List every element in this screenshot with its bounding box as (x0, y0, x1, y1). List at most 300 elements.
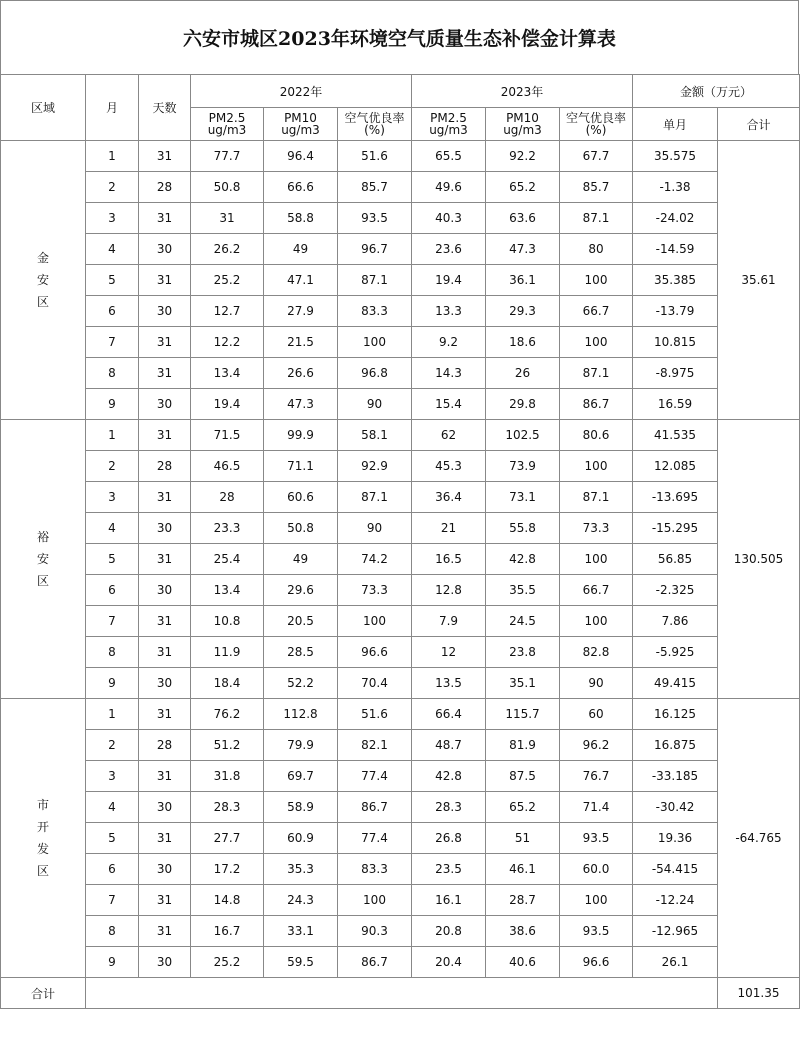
region-name-char: 金 (36, 251, 49, 265)
pm25-2022-cell: 28.3 (191, 792, 264, 823)
month-cell: 4 (86, 513, 139, 544)
pm10-2023-cell: 87.5 (486, 761, 560, 792)
pm10-2022-cell: 71.1 (264, 451, 338, 482)
pm10-2022-cell: 27.9 (264, 296, 338, 327)
pm25-2022-cell: 25.2 (191, 947, 264, 978)
pm25-2023-cell: 40.3 (412, 203, 486, 234)
table-row (1, 606, 800, 637)
pm10-2022-cell: 96.4 (264, 141, 338, 172)
monthly-amount-cell: 16.875 (633, 730, 718, 761)
monthly-amount-cell: -24.02 (633, 203, 718, 234)
pm10-2023-cell: 23.8 (486, 637, 560, 668)
aq-2022-cell: 70.4 (338, 668, 412, 699)
pm25-2022-cell: 27.7 (191, 823, 264, 854)
region-total: 130.505 (718, 420, 800, 699)
pm25-2022-cell: 71.5 (191, 420, 264, 451)
pm10-2022-cell: 58.8 (264, 203, 338, 234)
month-cell: 5 (86, 823, 139, 854)
days-cell: 30 (139, 234, 191, 265)
pm25-2023-cell: 16.5 (412, 544, 486, 575)
pm25-2023-cell: 49.6 (412, 172, 486, 203)
monthly-amount-cell: -13.79 (633, 296, 718, 327)
col-header-monthly: 单月 (633, 108, 718, 141)
pm25-2022-cell: 12.2 (191, 327, 264, 358)
pm10-2022-cell: 79.9 (264, 730, 338, 761)
pm10-2022-cell: 33.1 (264, 916, 338, 947)
table-row (1, 730, 800, 761)
pm25-2023-cell: 23.6 (412, 234, 486, 265)
pm10-2022-cell: 52.2 (264, 668, 338, 699)
days-cell: 31 (139, 544, 191, 575)
pm10-2022-cell: 66.6 (264, 172, 338, 203)
pm25-2023-cell: 42.8 (412, 761, 486, 792)
monthly-amount-cell: 16.59 (633, 389, 718, 420)
table-row (1, 265, 800, 296)
days-cell: 30 (139, 296, 191, 327)
aq-2022-cell: 87.1 (338, 265, 412, 296)
pm10-2023-cell: 115.7 (486, 699, 560, 730)
aq-2023-cell: 93.5 (560, 823, 633, 854)
table-row (1, 389, 800, 420)
table-row (1, 234, 800, 265)
table-row (1, 513, 800, 544)
month-cell: 2 (86, 730, 139, 761)
aq-2023-cell: 76.7 (560, 761, 633, 792)
pm25-2023-cell: 28.3 (412, 792, 486, 823)
table-row (1, 296, 800, 327)
month-cell: 5 (86, 544, 139, 575)
pm25-2023-cell: 48.7 (412, 730, 486, 761)
month-cell: 9 (86, 389, 139, 420)
aq-2022-cell: 100 (338, 606, 412, 637)
pm10-2023-cell: 42.8 (486, 544, 560, 575)
region-name-char: 裕 (36, 530, 49, 544)
days-cell: 31 (139, 420, 191, 451)
aq-2022-cell: 83.3 (338, 854, 412, 885)
pm25-2022-cell: 46.5 (191, 451, 264, 482)
pm25-2023-cell: 19.4 (412, 265, 486, 296)
month-cell: 4 (86, 792, 139, 823)
pm10-2022-cell: 49 (264, 234, 338, 265)
aq-2023-cell: 66.7 (560, 575, 633, 606)
days-cell: 31 (139, 141, 191, 172)
monthly-amount-cell: 7.86 (633, 606, 718, 637)
table-row (1, 544, 800, 575)
aq-2023-cell: 82.8 (560, 637, 633, 668)
monthly-amount-cell: 49.415 (633, 668, 718, 699)
pm10-2023-cell: 73.9 (486, 451, 560, 482)
region-name (1, 699, 86, 978)
region-name-char: 开 (36, 820, 49, 834)
aq-2023-cell: 71.4 (560, 792, 633, 823)
pm25-2022-cell: 17.2 (191, 854, 264, 885)
pm25-2022-cell: 77.7 (191, 141, 264, 172)
region-name-char: 区 (36, 864, 49, 878)
days-cell: 30 (139, 575, 191, 606)
monthly-amount-cell: 35.385 (633, 265, 718, 296)
pm10-2023-cell: 47.3 (486, 234, 560, 265)
col-header-days: 天数 (139, 75, 191, 141)
region-name-char: 发 (36, 842, 49, 856)
pm10-2022-cell: 49 (264, 544, 338, 575)
pm25-2022-cell: 50.8 (191, 172, 264, 203)
pm10-2022-cell: 21.5 (264, 327, 338, 358)
pm10-2023-cell: 40.6 (486, 947, 560, 978)
pm25-2023-cell: 45.3 (412, 451, 486, 482)
monthly-amount-cell: -2.325 (633, 575, 718, 606)
pm25-2022-cell: 26.2 (191, 234, 264, 265)
pm10-2022-cell: 47.1 (264, 265, 338, 296)
pm25-2022-cell: 10.8 (191, 606, 264, 637)
aq-2023-cell: 67.7 (560, 141, 633, 172)
grand-total-label: 合计 (1, 978, 86, 1009)
month-cell: 7 (86, 327, 139, 358)
pm10-2022-cell: 26.6 (264, 358, 338, 389)
pm10-2023-cell: 55.8 (486, 513, 560, 544)
aq-2023-cell: 100 (560, 606, 633, 637)
pm25-2023-cell: 26.8 (412, 823, 486, 854)
aq-2022-cell: 92.9 (338, 451, 412, 482)
monthly-amount-cell: 19.36 (633, 823, 718, 854)
days-cell: 31 (139, 327, 191, 358)
grand-total-blank (86, 978, 718, 1009)
month-cell: 6 (86, 575, 139, 606)
pm10-2022-cell: 35.3 (264, 854, 338, 885)
region-name-char: 安 (36, 273, 49, 287)
days-cell: 30 (139, 389, 191, 420)
days-cell: 31 (139, 637, 191, 668)
pm25-2023-cell: 9.2 (412, 327, 486, 358)
aq-2023-cell: 80 (560, 234, 633, 265)
aq-2023-cell: 60.0 (560, 854, 633, 885)
month-cell: 3 (86, 482, 139, 513)
col-header-region: 区域 (1, 75, 86, 141)
pm10-2023-cell: 29.3 (486, 296, 560, 327)
aq-2022-cell: 100 (338, 327, 412, 358)
days-cell: 28 (139, 730, 191, 761)
pm10-2023-cell: 63.6 (486, 203, 560, 234)
table-row (1, 482, 800, 513)
aq-2023-cell: 80.6 (560, 420, 633, 451)
col-header-amount: 金额（万元） (633, 75, 800, 108)
region-name (1, 420, 86, 699)
grand-total-value: 101.35 (718, 978, 800, 1009)
monthly-amount-cell: -13.695 (633, 482, 718, 513)
aq-2022-cell: 93.5 (338, 203, 412, 234)
aq-2022-cell: 96.8 (338, 358, 412, 389)
monthly-amount-cell: 10.815 (633, 327, 718, 358)
month-cell: 8 (86, 358, 139, 389)
pm10-2022-cell: 112.8 (264, 699, 338, 730)
pm25-2023-cell: 21 (412, 513, 486, 544)
pm25-2023-cell: 65.5 (412, 141, 486, 172)
aq-2023-cell: 96.2 (560, 730, 633, 761)
pm25-2023-cell: 20.8 (412, 916, 486, 947)
table-row (1, 327, 800, 358)
pm25-2023-cell: 15.4 (412, 389, 486, 420)
aq-2023-cell: 87.1 (560, 358, 633, 389)
days-cell: 31 (139, 482, 191, 513)
col-header-subtotal: 合计 (718, 108, 800, 141)
monthly-amount-cell: 41.535 (633, 420, 718, 451)
month-cell: 4 (86, 234, 139, 265)
days-cell: 31 (139, 761, 191, 792)
aq-2023-cell: 100 (560, 885, 633, 916)
region-total: 35.61 (718, 141, 800, 420)
pm25-2022-cell: 51.2 (191, 730, 264, 761)
aq-2022-cell: 87.1 (338, 482, 412, 513)
pm10-2023-cell: 35.5 (486, 575, 560, 606)
monthly-amount-cell: -54.415 (633, 854, 718, 885)
col-header-aq-2023: 空气优良率 (%) (560, 108, 633, 141)
region-name-char: 市 (36, 798, 49, 812)
days-cell: 30 (139, 854, 191, 885)
aq-2022-cell: 86.7 (338, 947, 412, 978)
days-cell: 31 (139, 916, 191, 947)
month-cell: 6 (86, 296, 139, 327)
pm10-2022-cell: 59.5 (264, 947, 338, 978)
pm10-2023-cell: 18.6 (486, 327, 560, 358)
table-row (1, 203, 800, 234)
days-cell: 31 (139, 606, 191, 637)
days-cell: 30 (139, 668, 191, 699)
days-cell: 31 (139, 358, 191, 389)
pm25-2022-cell: 31.8 (191, 761, 264, 792)
table-row (1, 823, 800, 854)
pm10-2023-cell: 65.2 (486, 172, 560, 203)
pm25-2022-cell: 11.9 (191, 637, 264, 668)
aq-2023-cell: 60 (560, 699, 633, 730)
pm10-2022-cell: 29.6 (264, 575, 338, 606)
aq-2022-cell: 77.4 (338, 823, 412, 854)
aq-2023-cell: 96.6 (560, 947, 633, 978)
table-row (1, 141, 800, 172)
pm25-2023-cell: 36.4 (412, 482, 486, 513)
month-cell: 2 (86, 451, 139, 482)
aq-2022-cell: 96.6 (338, 637, 412, 668)
days-cell: 31 (139, 203, 191, 234)
monthly-amount-cell: 12.085 (633, 451, 718, 482)
pm10-2023-cell: 51 (486, 823, 560, 854)
month-cell: 7 (86, 606, 139, 637)
table-row (1, 761, 800, 792)
aq-2022-cell: 100 (338, 885, 412, 916)
pm25-2022-cell: 18.4 (191, 668, 264, 699)
monthly-amount-cell: -33.185 (633, 761, 718, 792)
table-row (1, 637, 800, 668)
pm10-2023-cell: 46.1 (486, 854, 560, 885)
table-row (1, 172, 800, 203)
aq-2022-cell: 90 (338, 389, 412, 420)
pm25-2022-cell: 31 (191, 203, 264, 234)
month-cell: 8 (86, 637, 139, 668)
region-name (1, 141, 86, 420)
pm25-2023-cell: 23.5 (412, 854, 486, 885)
pm10-2022-cell: 28.5 (264, 637, 338, 668)
pm10-2023-cell: 38.6 (486, 916, 560, 947)
aq-2022-cell: 77.4 (338, 761, 412, 792)
pm10-2023-cell: 81.9 (486, 730, 560, 761)
table-row (1, 792, 800, 823)
aq-2022-cell: 73.3 (338, 575, 412, 606)
region-name-char: 安 (36, 552, 49, 566)
pm25-2023-cell: 66.4 (412, 699, 486, 730)
month-cell: 8 (86, 916, 139, 947)
col-header-pm10-2023: PM10 ug/m3 (486, 108, 560, 141)
aq-2022-cell: 74.2 (338, 544, 412, 575)
days-cell: 31 (139, 885, 191, 916)
days-cell: 28 (139, 451, 191, 482)
month-cell: 2 (86, 172, 139, 203)
aq-2023-cell: 100 (560, 451, 633, 482)
table-row (1, 420, 800, 451)
table-row (1, 668, 800, 699)
aq-2023-cell: 100 (560, 327, 633, 358)
pm10-2022-cell: 24.3 (264, 885, 338, 916)
table-row (1, 885, 800, 916)
monthly-amount-cell: -30.42 (633, 792, 718, 823)
pm25-2022-cell: 14.8 (191, 885, 264, 916)
aq-2022-cell: 90.3 (338, 916, 412, 947)
days-cell: 30 (139, 947, 191, 978)
month-cell: 5 (86, 265, 139, 296)
aq-2022-cell: 86.7 (338, 792, 412, 823)
pm25-2023-cell: 16.1 (412, 885, 486, 916)
grand-total-row (1, 978, 800, 1009)
pm25-2023-cell: 13.5 (412, 668, 486, 699)
pm10-2023-cell: 24.5 (486, 606, 560, 637)
pm10-2023-cell: 26 (486, 358, 560, 389)
monthly-amount-cell: 16.125 (633, 699, 718, 730)
pm10-2022-cell: 99.9 (264, 420, 338, 451)
table-body (1, 75, 800, 1009)
aq-2022-cell: 82.1 (338, 730, 412, 761)
month-cell: 9 (86, 668, 139, 699)
pm25-2022-cell: 25.4 (191, 544, 264, 575)
pm25-2022-cell: 13.4 (191, 575, 264, 606)
page-title: 六安市城区2023年环境空气质量生态补偿金计算表 (0, 0, 799, 74)
monthly-amount-cell: -15.295 (633, 513, 718, 544)
pm10-2022-cell: 47.3 (264, 389, 338, 420)
aq-2022-cell: 51.6 (338, 141, 412, 172)
monthly-amount-cell: 56.85 (633, 544, 718, 575)
table-row (1, 947, 800, 978)
aq-2023-cell: 93.5 (560, 916, 633, 947)
pm25-2022-cell: 12.7 (191, 296, 264, 327)
month-cell: 1 (86, 420, 139, 451)
monthly-amount-cell: 35.575 (633, 141, 718, 172)
pm10-2023-cell: 36.1 (486, 265, 560, 296)
pm25-2022-cell: 25.2 (191, 265, 264, 296)
aq-2023-cell: 86.7 (560, 389, 633, 420)
month-cell: 1 (86, 141, 139, 172)
pm10-2023-cell: 65.2 (486, 792, 560, 823)
pm10-2023-cell: 102.5 (486, 420, 560, 451)
pm10-2023-cell: 73.1 (486, 482, 560, 513)
month-cell: 7 (86, 885, 139, 916)
monthly-amount-cell: -12.24 (633, 885, 718, 916)
aq-2022-cell: 85.7 (338, 172, 412, 203)
month-cell: 3 (86, 203, 139, 234)
region-name-char: 区 (36, 295, 49, 309)
region-total: -64.765 (718, 699, 800, 978)
pm10-2023-cell: 92.2 (486, 141, 560, 172)
pm25-2022-cell: 16.7 (191, 916, 264, 947)
col-header-aq-2022: 空气优良率 (%) (338, 108, 412, 141)
pm10-2022-cell: 58.9 (264, 792, 338, 823)
pm25-2023-cell: 7.9 (412, 606, 486, 637)
pm25-2022-cell: 76.2 (191, 699, 264, 730)
pm25-2023-cell: 12.8 (412, 575, 486, 606)
aq-2022-cell: 58.1 (338, 420, 412, 451)
pm10-2022-cell: 69.7 (264, 761, 338, 792)
days-cell: 31 (139, 699, 191, 730)
pm10-2022-cell: 50.8 (264, 513, 338, 544)
col-header-pm25-2023: PM2.5 ug/m3 (412, 108, 486, 141)
table-row (1, 358, 800, 389)
pm10-2022-cell: 60.6 (264, 482, 338, 513)
col-header-pm25-2022: PM2.5 ug/m3 (191, 108, 264, 141)
col-header-2023: 2023年 (412, 75, 633, 108)
days-cell: 30 (139, 792, 191, 823)
compensation-table (0, 74, 800, 1009)
pm10-2023-cell: 28.7 (486, 885, 560, 916)
aq-2023-cell: 85.7 (560, 172, 633, 203)
col-header-month: 月 (86, 75, 139, 141)
monthly-amount-cell: -14.59 (633, 234, 718, 265)
region-name-char: 区 (36, 574, 49, 588)
monthly-amount-cell: -8.975 (633, 358, 718, 389)
days-cell: 28 (139, 172, 191, 203)
pm25-2023-cell: 13.3 (412, 296, 486, 327)
aq-2022-cell: 96.7 (338, 234, 412, 265)
monthly-amount-cell: -1.38 (633, 172, 718, 203)
aq-2022-cell: 51.6 (338, 699, 412, 730)
table-row (1, 699, 800, 730)
table-row (1, 916, 800, 947)
monthly-amount-cell: -12.965 (633, 916, 718, 947)
aq-2022-cell: 90 (338, 513, 412, 544)
aq-2023-cell: 100 (560, 544, 633, 575)
pm25-2022-cell: 19.4 (191, 389, 264, 420)
pm25-2023-cell: 12 (412, 637, 486, 668)
aq-2023-cell: 66.7 (560, 296, 633, 327)
month-cell: 9 (86, 947, 139, 978)
month-cell: 3 (86, 761, 139, 792)
table-row (1, 451, 800, 482)
month-cell: 6 (86, 854, 139, 885)
table-row (1, 854, 800, 885)
monthly-amount-cell: -5.925 (633, 637, 718, 668)
month-cell: 1 (86, 699, 139, 730)
aq-2023-cell: 87.1 (560, 482, 633, 513)
pm25-2023-cell: 14.3 (412, 358, 486, 389)
pm25-2023-cell: 20.4 (412, 947, 486, 978)
aq-2023-cell: 100 (560, 265, 633, 296)
pm25-2022-cell: 23.3 (191, 513, 264, 544)
pm10-2023-cell: 29.8 (486, 389, 560, 420)
pm25-2022-cell: 13.4 (191, 358, 264, 389)
aq-2023-cell: 90 (560, 668, 633, 699)
days-cell: 31 (139, 265, 191, 296)
aq-2023-cell: 73.3 (560, 513, 633, 544)
monthly-amount-cell: 26.1 (633, 947, 718, 978)
pm25-2023-cell: 62 (412, 420, 486, 451)
header-row-1 (1, 75, 800, 108)
table-row (1, 575, 800, 606)
col-header-2022: 2022年 (191, 75, 412, 108)
pm10-2023-cell: 35.1 (486, 668, 560, 699)
